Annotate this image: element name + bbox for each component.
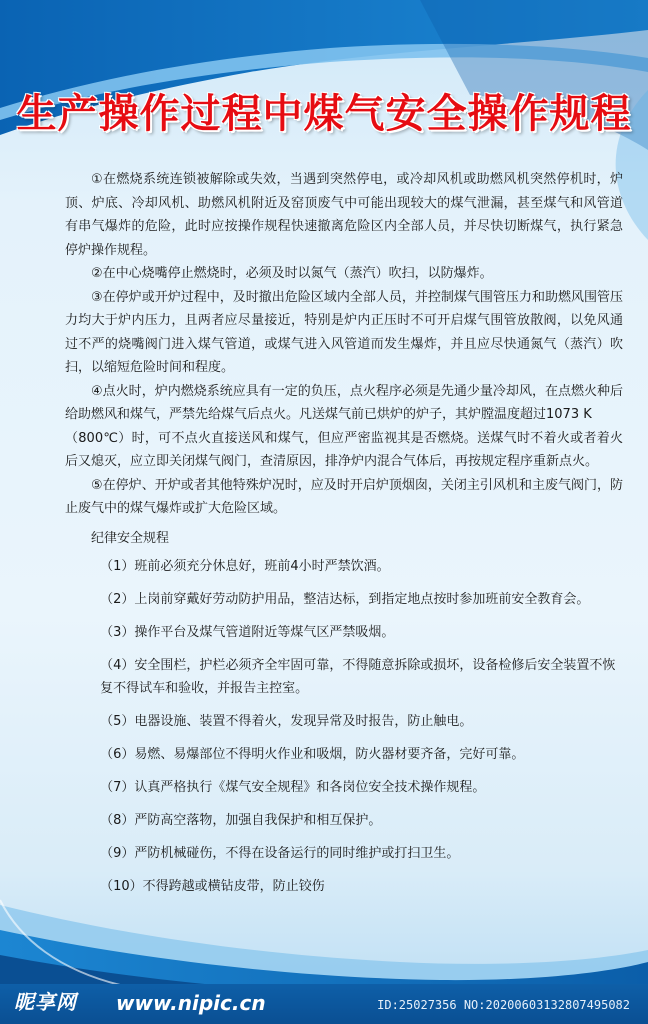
procedure-item-5: ⑤在停炉、开炉或者其他特殊炉况时，应及时开启炉顶烟囱，关闭主引风机和主废气阀门，防止废气中的煤气爆炸或扩大危险区域。 [65, 477, 623, 516]
procedure-item-3: ③在停炉或开炉过程中，及时撤出危险区域内全部人员，并控制煤气围管压力和助燃风围管压力均大于炉内压力，且两者应尽量接近，特别是炉内正压时不可开启煤气围管放散阀，以免风通过不严的烧嘴阀门进入煤气管道，或煤气进入风管道而发生爆炸，并且应尽快通氮气（蒸汽）吹扫，以缩短危险时间和程度。 [65, 289, 623, 375]
rule-item: （7）认真严格执行《煤气安全规程》和各岗位安全技术操作规程。 [100, 780, 486, 795]
rule-item: （3）操作平台及煤气管道附近等煤气区严禁吸烟。 [100, 625, 395, 640]
watermark-logo: 昵享网 [14, 990, 77, 1014]
rule-item: （8）严防高空落物，加强自我保护和相互保护。 [100, 813, 382, 828]
rule-item: （5）电器设施、装置不得着火，发现异常及时报告，防止触电。 [100, 714, 473, 729]
poster-title: 生产操作过程中煤气安全操作规程 [16, 91, 632, 137]
rule-item: （6）易燃、易爆部位不得明火作业和吸烟，防火器材要齐备，完好可靠。 [100, 747, 525, 762]
watermark-bar [0, 984, 648, 1024]
watermark-url: www.nipic.cn [116, 991, 266, 1015]
rule-item: （10）不得跨越或横钻皮带，防止铰伤 [100, 879, 325, 894]
rule-item: （1）班前必须充分休息好，班前4小时严禁饮酒。 [100, 559, 390, 574]
procedure-item-4-cont: （800℃）时，可不点火直接送风和煤气，但应严密监视其是否燃烧。送煤气时不着火或者着火后又熄灭，应立即关闭煤气阀门，查清原因，排净炉内混合气体后，再按规定程序重新点火。 [65, 430, 623, 469]
discipline-rules-list [65, 555, 623, 908]
watermark-id: ID:25027356 NO:20200603132807495082 [377, 998, 630, 1012]
procedure-section [65, 168, 623, 550]
discipline-title: 纪律安全规程 [91, 530, 170, 546]
rule-item: （4）安全围栏，护栏必须齐全牢固可靠，不得随意拆除或损坏，设备检修后安全装置不恢复不得试车和验收，并报告主控室。 [100, 658, 616, 696]
procedure-item-4: ④点火时，炉内燃烧系统应具有一定的负压，点火程序必须是先通少量冷却风，在点燃火种后给助燃风和煤气，严禁先给煤气后点火。凡送煤气前已烘炉的炉子，其炉膛温度超过1073 K [65, 383, 623, 422]
procedure-item-1: ①在燃烧系统连锁被解除或失效，当遇到突然停电，或冷却风机或助燃风机突然停机时，炉顶、炉底、冷却风机、助燃风机附近及窑顶废气中可能出现较大的煤气泄漏，甚至煤气和风管道有串气爆炸的危险，此时应按操作规程快速撤离危险区内全部人员，并尽快切断煤气，执行紧急停炉操作规程。 [65, 172, 623, 258]
rule-item: （2）上岗前穿戴好劳动防护用品，整洁达标，到指定地点按时参加班前安全教育会。 [100, 592, 590, 607]
procedure-item-2: ②在中心烧嘴停止燃烧时，必须及时以氮气（蒸汽）吹扫，以防爆炸。 [91, 266, 493, 281]
rule-item: （9）严防机械碰伤，不得在设备运行的同时维护或打扫卫生。 [100, 846, 460, 861]
